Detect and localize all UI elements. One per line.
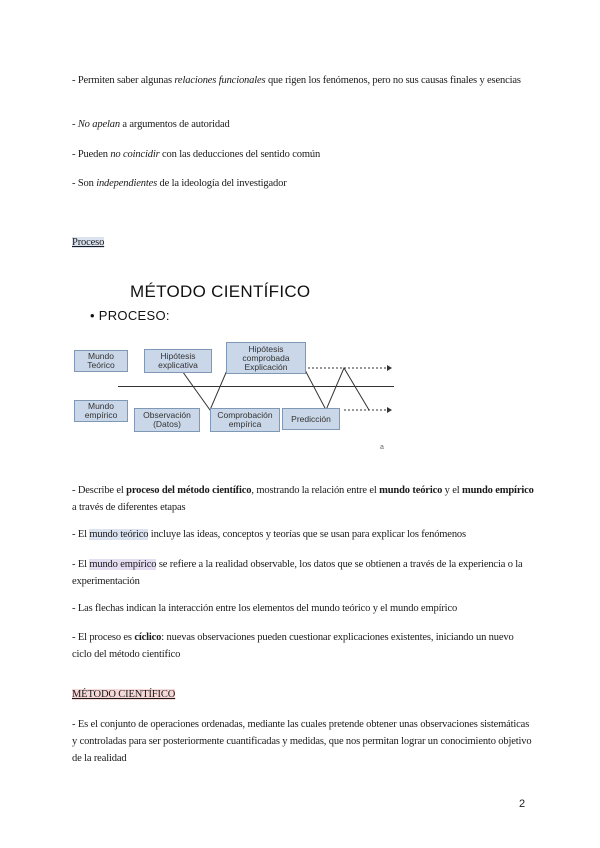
- desc-flechas: - Las flechas indican la interacción entre los elementos del mundo teórico y el mundo empírico: [72, 603, 458, 614]
- box-prediccion: Predicción: [282, 408, 340, 430]
- desc-mundo-empirico: - El mundo empírico se refiere a la realidad observable, los datos que se obtienen a través de la experiencia o la experimentación: [72, 559, 523, 587]
- point-relaciones-funcionales: - Permiten saber algunas relaciones funcionales que rigen los fenómenos, pero no sus causas finales y esencias: [72, 75, 521, 86]
- point-no-coincidir: - Pueden no coincidir con las deducciones del sentido común: [72, 149, 321, 160]
- proceso-heading: Proceso: [72, 237, 105, 248]
- box-hipotesis-comprobada: Hipótesis comprobada Explicación: [226, 342, 306, 374]
- box-comprobacion-empirica: Comprobación empírica: [210, 408, 280, 432]
- box-hipotesis-explicativa: Hipótesis explicativa: [144, 349, 212, 373]
- desc-ciclico: - El proceso es cíclico: nuevas observaciones pueden cuestionar explicaciones existentes, iniciando un nuevo ciclo del método científico: [72, 632, 514, 660]
- point-no-apelan: - No apelan a argumentos de autoridad: [72, 119, 230, 130]
- figure-mark: a: [380, 444, 384, 451]
- metodo-heading: MÉTODO CIENTÍFICO: [72, 689, 176, 700]
- point-independientes: - Son independientes de la ideología del investigador: [72, 178, 287, 189]
- box-mundo-empirico: Mundo empírico: [74, 400, 128, 422]
- desc-mundo-teorico: - El mundo teórico incluye las ideas, conceptos y teorías que se usan para explicar los fenómenos: [72, 529, 466, 540]
- diagram-subtitle: • PROCESO:: [90, 308, 170, 323]
- box-observacion: Observación (Datos): [134, 408, 200, 432]
- metodo-cientifico-diagram: [72, 280, 392, 455]
- diagram-title: MÉTODO CIENTÍFICO: [130, 282, 311, 301]
- metodo-definition: - Es el conjunto de operaciones ordenadas, mediante las cuales pretende obtener unas observaciones sistemáticas y controladas para ser posteriormente cuantificadas y medidas, que nos permitan lograr un conocimiento objetivo de la realidad: [72, 719, 532, 764]
- page-number: 2: [519, 798, 526, 810]
- box-mundo-teorico: Mundo Teórico: [74, 350, 128, 372]
- desc-proceso: - Describe el proceso del método científico, mostrando la relación entre el mundo teórico y el mundo empírico a través de diferentes etapas: [72, 485, 534, 513]
